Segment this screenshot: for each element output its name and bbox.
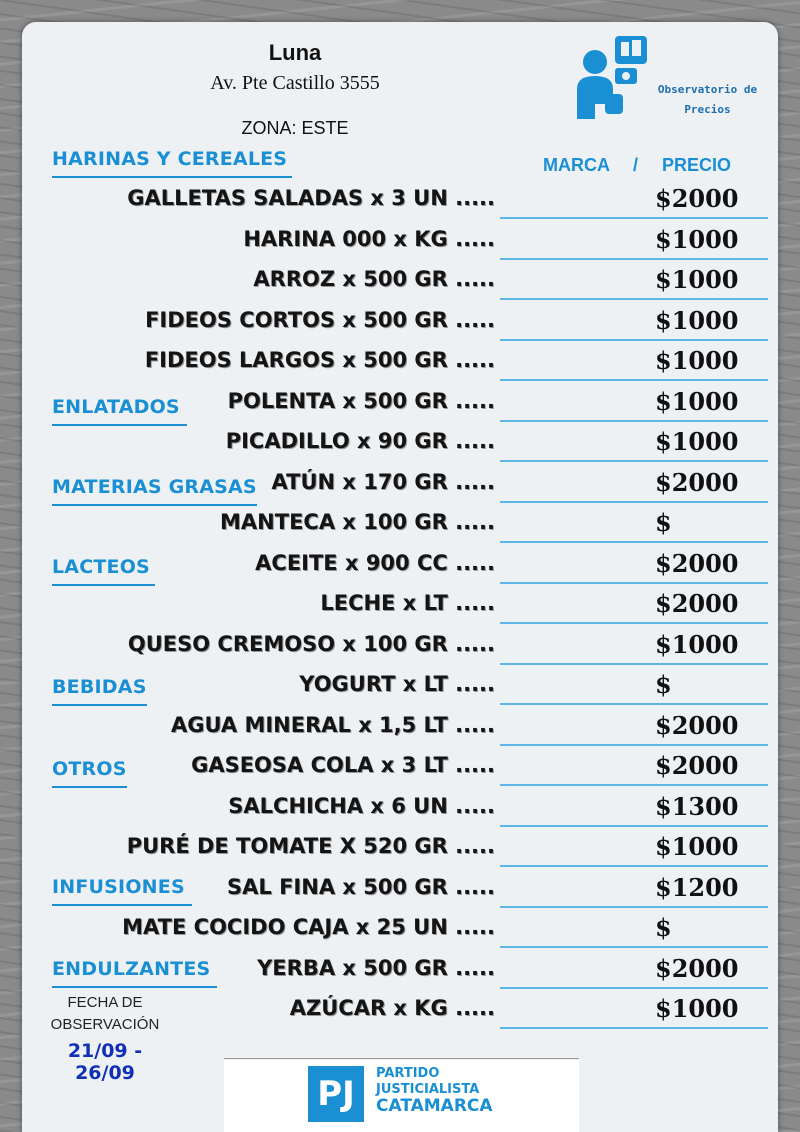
category-underline (52, 176, 292, 178)
product-price: $1000 (655, 346, 739, 375)
product-price: $2000 (655, 184, 739, 213)
product-price: $1000 (655, 224, 739, 254)
row-divider (500, 825, 768, 827)
product-price: $2000 (655, 710, 739, 740)
product-name: ACEITE x 900 CC ..... (255, 550, 495, 575)
party-line-3: CATAMARCA (376, 1096, 493, 1116)
product-name: YERBA x 500 GR ..... (257, 955, 495, 980)
observatorio-icon (575, 34, 650, 124)
store-address: Av. Pte Castillo 3555 (210, 72, 380, 94)
product-name: GALLETAS SALADAS x 3 UN ..... (127, 186, 495, 210)
category-label: LACTEOS (52, 556, 150, 578)
zone-label: ZONA: ESTE (241, 118, 349, 138)
row-divider (500, 258, 768, 260)
product-name: SALCHICHA x 6 UN ..... (228, 793, 495, 818)
product-price: $ (655, 508, 672, 537)
brand-column-header: MARCA (543, 155, 610, 175)
date-label-1: FECHA DE (67, 994, 143, 1011)
row-divider (500, 460, 768, 462)
price-column-header: PRECIO (662, 155, 732, 175)
row-divider (500, 298, 768, 300)
category-label: ENDULZANTES (52, 958, 211, 980)
product-price: $2000 (655, 548, 739, 578)
row-divider (500, 865, 768, 867)
row-divider (500, 339, 768, 341)
product-name: MATE COCIDO CAJA x 25 UN ..... (122, 915, 495, 939)
product-name: ATÚN x 170 GR ..... (271, 469, 495, 494)
logo-line-2: Precios (684, 103, 731, 116)
product-price: $1200 (655, 872, 739, 902)
column-separator: / (633, 155, 639, 175)
product-name: POLENTA x 500 GR ..... (227, 388, 495, 413)
row-divider (500, 906, 768, 908)
product-name: HARINA 000 x KG ..... (243, 226, 495, 251)
row-divider (500, 703, 768, 705)
product-price: $1000 (655, 265, 739, 294)
product-name: MANTECA x 100 GR ..... (220, 510, 495, 534)
category-label: INFUSIONES (52, 876, 185, 898)
row-divider (500, 582, 768, 584)
row-divider (500, 744, 768, 746)
row-divider (500, 946, 768, 948)
product-name: ARROZ x 500 GR ..... (253, 267, 495, 291)
row-divider (500, 663, 768, 665)
product-price: $1000 (655, 832, 739, 861)
row-divider (500, 541, 768, 543)
product-price: $ (655, 670, 672, 699)
product-price: $1000 (655, 994, 739, 1023)
row-divider (500, 217, 768, 219)
category-underline (52, 986, 217, 988)
pj-mark: PJ (308, 1066, 364, 1122)
row-divider (500, 987, 768, 989)
product-name: QUESO CREMOSO x 100 GR ..... (127, 631, 495, 656)
date-label-2: OBSERVACIÓN (50, 1016, 160, 1033)
category-underline (52, 424, 187, 426)
date-range: 21/09 - 26/09 (67, 1040, 143, 1084)
product-name: LECHE x LT ..... (320, 591, 495, 615)
product-name: SAL FINA x 500 GR ..... (227, 874, 495, 899)
product-name: AGUA MINERAL x 1,5 LT ..... (170, 712, 495, 737)
category-label: OTROS (52, 758, 127, 780)
product-price: $1000 (655, 427, 739, 456)
product-price: $2000 (655, 953, 739, 983)
product-price: $2000 (655, 589, 739, 618)
row-divider (500, 379, 768, 381)
category-label: ENLATADOS (52, 396, 180, 418)
party-line-2: JUSTICIALISTA (376, 1082, 480, 1097)
product-name: GASEOSA COLA x 3 LT ..... (191, 753, 495, 777)
row-divider (500, 420, 768, 422)
category-label: BEBIDAS (52, 676, 147, 698)
category-label: MATERIAS GRASAS (52, 476, 257, 498)
row-divider (500, 1027, 768, 1029)
product-name: PURÉ DE TOMATE X 520 GR ..... (126, 834, 495, 858)
party-logo (224, 1060, 579, 1132)
category-underline (52, 786, 127, 788)
product-price: $1000 (655, 386, 739, 416)
product-name: PICADILLO x 90 GR ..... (225, 429, 495, 453)
product-price: $2000 (655, 751, 739, 780)
product-price: $2000 (655, 467, 739, 497)
product-price: $1300 (655, 791, 739, 821)
product-name: FIDEOS CORTOS x 500 GR ..... (145, 307, 495, 332)
category-underline (52, 904, 192, 906)
divider (224, 1058, 579, 1059)
observatorio-logo (575, 34, 775, 124)
category-label: HARINAS Y CEREALES (52, 148, 288, 170)
product-name: AZÚCAR x KG ..... (289, 996, 495, 1020)
logo-line-1: Observatorio de (657, 83, 758, 96)
product-price: $1000 (655, 629, 739, 659)
product-name: YOGURT x LT ..... (299, 672, 495, 696)
row-divider (500, 784, 768, 786)
party-line-1: PARTIDO (376, 1066, 440, 1081)
category-underline (52, 704, 147, 706)
row-divider (500, 622, 768, 624)
category-underline (52, 504, 257, 506)
row-divider (500, 501, 768, 503)
product-name: FIDEOS LARGOS x 500 GR ..... (144, 348, 495, 372)
product-price: $1000 (655, 305, 739, 335)
store-name: Luna (268, 40, 322, 65)
category-underline (52, 584, 155, 586)
product-price: $ (655, 913, 672, 942)
